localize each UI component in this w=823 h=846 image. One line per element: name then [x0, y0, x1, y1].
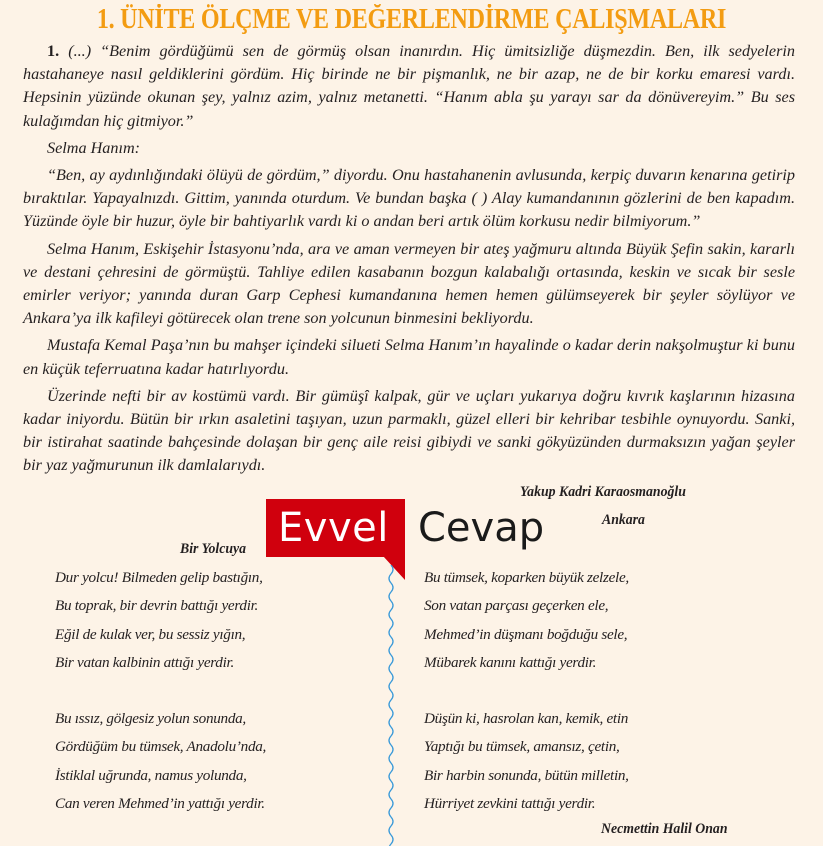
poem-line: Gördüğüm bu tümsek, Anadolu’nda, — [55, 738, 267, 756]
poem-line: Mehmed’in düşmanı boğduğu sele, — [424, 625, 628, 643]
poem-stanza — [55, 564, 263, 677]
logo-text-evvel: Evvel — [278, 505, 389, 551]
logo-text-cevap: Cevap — [418, 505, 545, 551]
poem-line: Eğil de kulak ver, bu sessiz yığın, — [55, 625, 246, 643]
question-number: 1. — [47, 42, 60, 60]
poem-line: Bu ıssız, gölgesiz yolun sonunda, — [55, 710, 246, 727]
paragraph: Selma Hanım, Eskişehir İstasyonu’nda, ara ve aman vermeyen bir ateş yağmuru altında Büyük Şefin sakin, kararlı ve destani çehresini de görmüştü. Tahliye edilen kasabanın bozgun kalabalığı ortasında, keskin ve sıcak bir sesle emirler veriyor; yanında duran Garp Cephesi kumandanına hemen hemen gülümseyerek bir şeyler söylüyor ve Ankara’ya ilk kafileyi götürecek olan trene son yolcunun binmesini bekliyordu. — [23, 239, 795, 328]
paragraph: 1. (...) “Benim gördüğümü sen de görmüş olsan inanırdın. Hiç ümitsizliğe düşmezdin. Ben, ilk sedyelerin hastahaneye nasıl geldiklerini gördüm. Hiç birinde ne bir pişmanlık, ne bir azap, ne de bir korku emaresi vardı. Hepsinin yüzünde okunan şey, yalnız azim, yalnız metanetti. “Hanım abla şu yarayı sar da dönüvereyim.” Bu ses kulağımdan hiç gitmiyor.” — [23, 42, 795, 130]
paragraph: Üzerinde nefti bir av kostümü vardı. Bir gümüşî kalpak, gür ve uçları yukarıya doğru kıvrık kaşlarının hizasına kadar iniyordu. Bütün bir ırkın asaletini taşıyan, uzun parmaklı, güzel elleri bir kehribar tesbihle oynuyordu. Sanki, bir istirahat saatinde bahçesinde dolaşan bir genç aile reisi gibiydi ve sanki gökyüzünden durmaksızın yağan şeyler bir yaz yağmurunun ilk damlalarıydı. — [23, 386, 795, 475]
poem-line: Yaptığı bu tümsek, amansız, çetin, — [424, 738, 620, 756]
prose-author: Yakup Kadri Karaosmanoğlu — [520, 484, 686, 500]
question-text — [23, 40, 795, 482]
poem-line: İstiklal uğrunda, namus yolunda, — [55, 766, 247, 784]
poem-author: Necmettin Halil Onan — [601, 821, 728, 837]
poem-stanza — [424, 564, 629, 677]
poem-line: Mübarek kanını kattığı yerdir. — [424, 653, 597, 671]
poem-line: Düşün ki, hasrolan kan, kemik, etin — [424, 710, 629, 727]
poem-line: Can veren Mehmed’in yattığı yerdir. — [55, 794, 265, 812]
poem-stanza — [424, 705, 629, 818]
wavy-divider — [384, 565, 398, 846]
poem-line: Bu toprak, bir devrin battığı yerdir. — [55, 597, 259, 615]
poem-line: Son vatan parçası geçerken ele, — [424, 597, 609, 615]
paragraph: Mustafa Kemal Paşa’nın bu mahşer içindeki silueti Selma Hanım’ın hayalinde o kadar derin nakşolmuştur ki bunu en küçük teferruatına kadar hatırlıyordu. — [23, 336, 795, 378]
poem-line: Bu tümsek, koparken büyük zelzele, — [424, 569, 629, 586]
page-title: 1. ÜNİTE ÖLÇME VE DEĞERLENDİRME ÇALIŞMALARI — [96, 4, 727, 35]
paragraph: “Ben, ay aydınlığındaki ölüyü de gördüm,” diyordu. Onu hastahanenin avlusunda, kerpiç duvarın kenarına getirip bıraktılar. Yapayalnızdı. Gittim, yanında oturdum. Ve bundan başka ( ) Alay kumandanının gözlerini de ben kapadım. Yüzünde öyle bir huzur, öyle bir bahtiyarlık vardı ki o andan beri artık ölüm korkusu nedir bilmiyorum.” — [23, 166, 795, 231]
paragraph: Selma Hanım: — [47, 138, 141, 157]
poem-line: Hürriyet zevkini tattığı yerdir. — [424, 794, 596, 812]
prose-place: Ankara — [602, 512, 645, 528]
poem-line: Bir vatan kalbinin attığı yerdir. — [55, 653, 234, 671]
poem-title: Bir Yolcuya — [180, 541, 247, 557]
poem-line: Dur yolcu! Bilmeden gelip bastığın, — [55, 569, 263, 586]
poem-stanza — [55, 705, 266, 818]
poem-line: Bir harbin sonunda, bütün milletin, — [424, 766, 629, 784]
